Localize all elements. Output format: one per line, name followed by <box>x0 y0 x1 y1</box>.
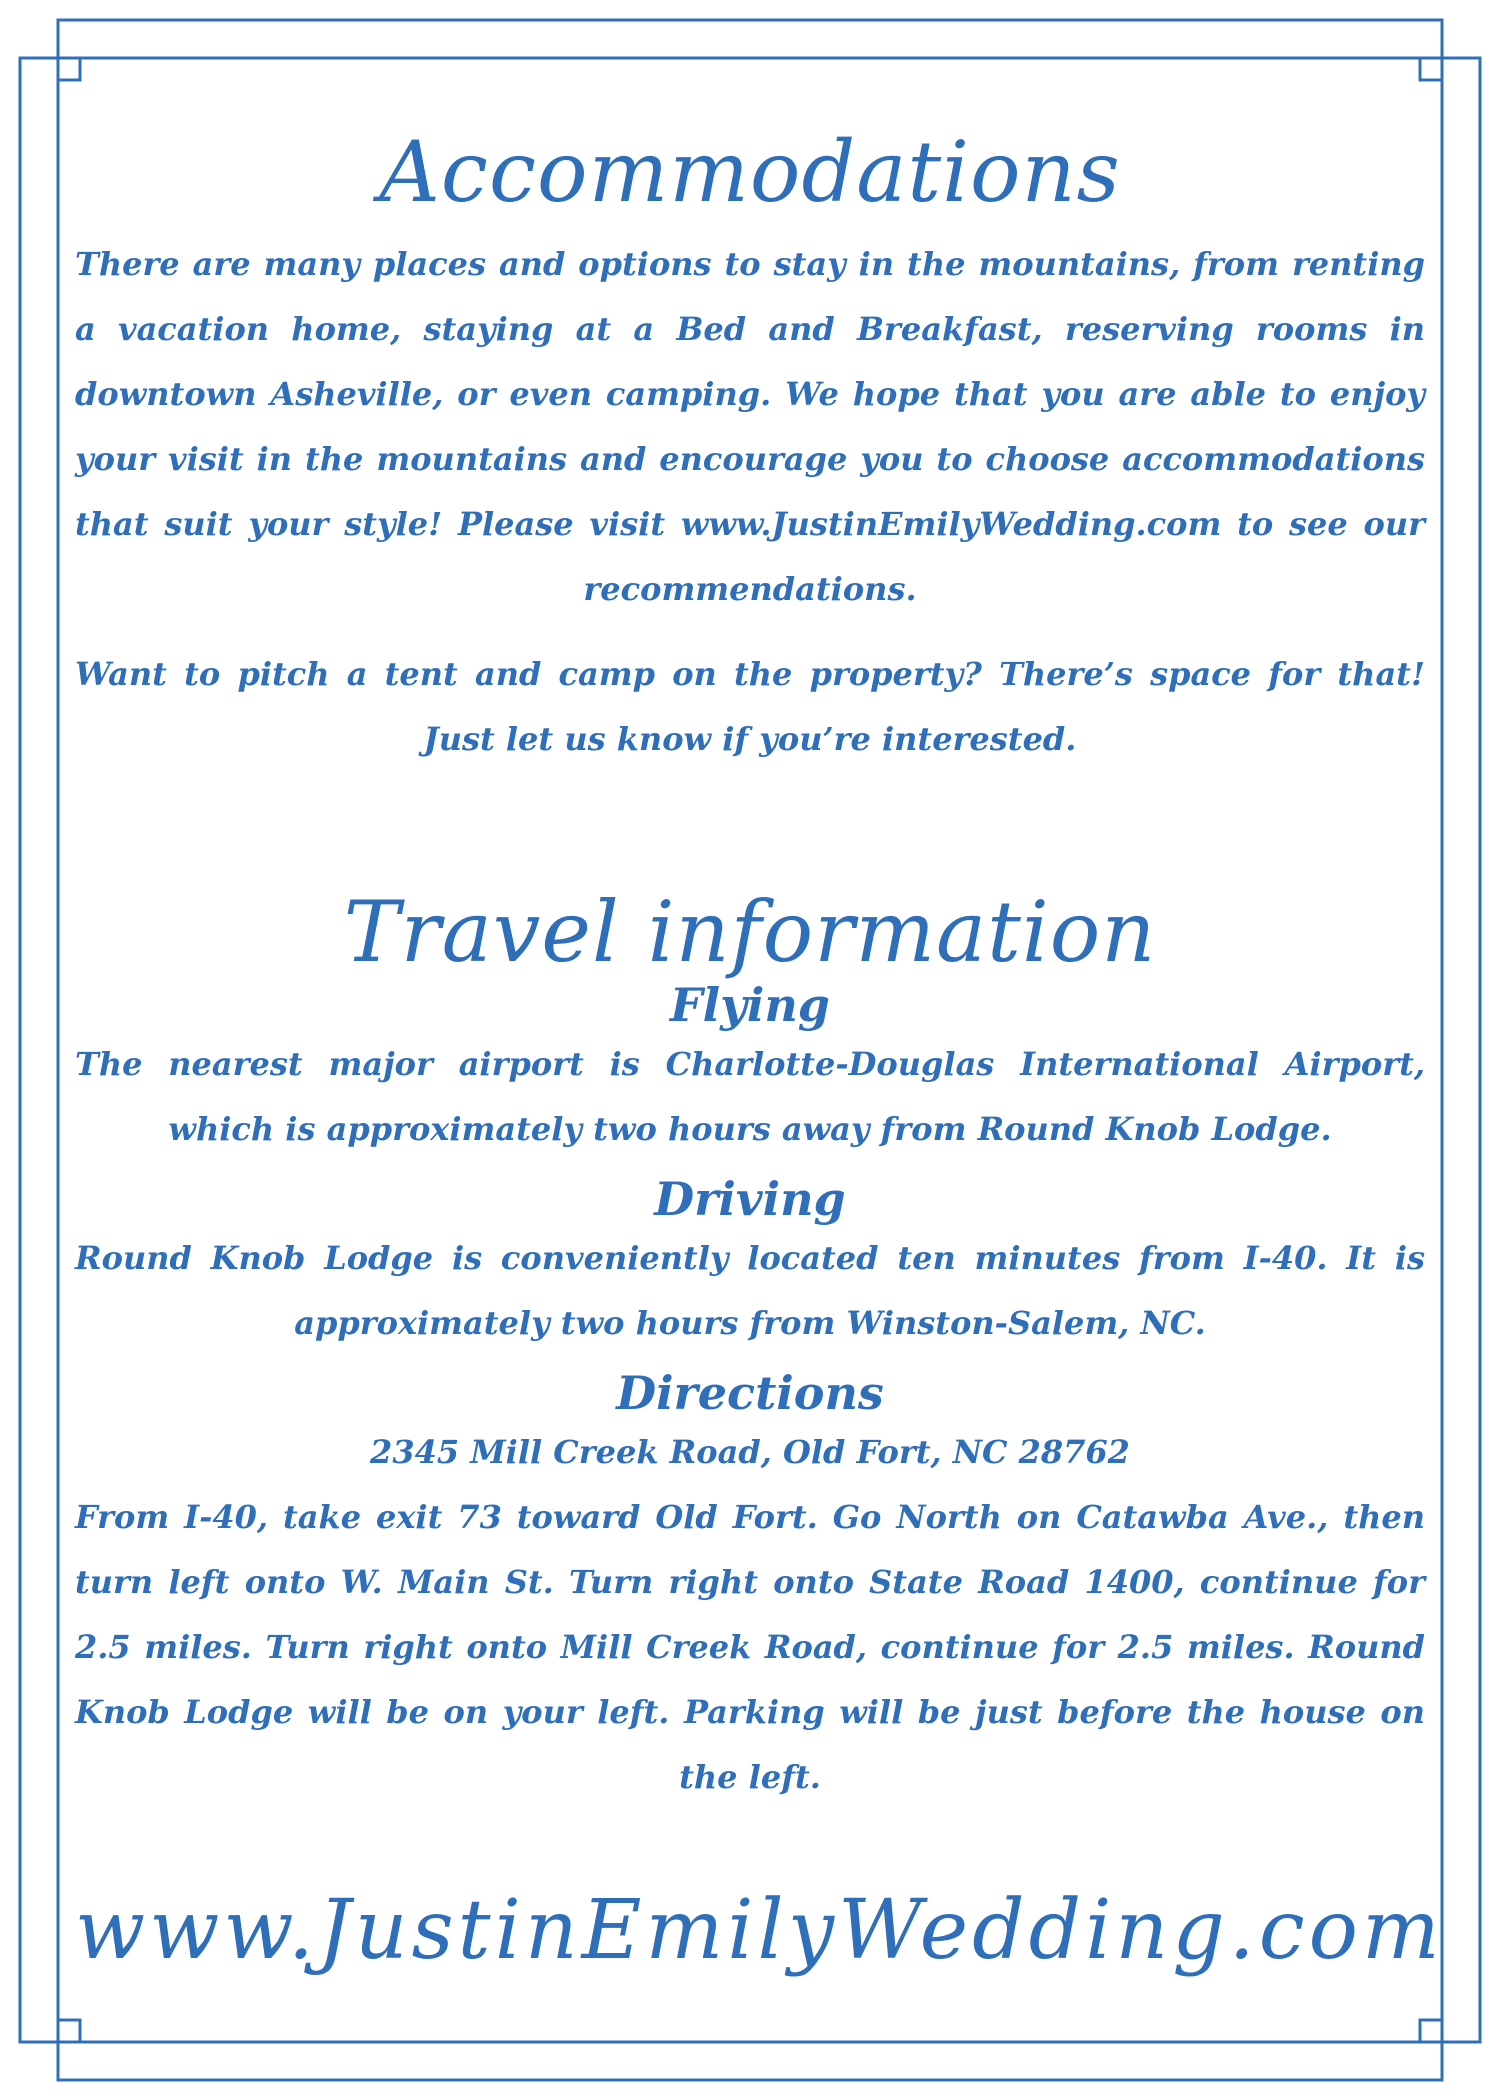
accommodations-section <box>75 123 1425 772</box>
driving-text: Round Knob Lodge is conveniently located ten minutes from I-40. It is approximately two hours from Winston-Salem, NC. <box>75 1239 1425 1342</box>
accommodations-title: Accommodations <box>379 123 1121 221</box>
travel-section <box>75 883 1425 1810</box>
directions-heading: Directions <box>616 1366 884 1420</box>
flying-heading: Flying <box>670 978 830 1032</box>
travel-title: Travel information <box>343 883 1157 981</box>
flying-text: The nearest major airport is Charlotte-Douglas International Airport, which is approximately two hours away from Round Knob Lodge. <box>75 1045 1425 1148</box>
directions-text: From I-40, take exit 73 toward Old Fort. Go North on Catawba Ave., then turn left onto W. Main St. Turn right onto State Road 1400, continue for 2.5 miles. Turn right onto Mill Creek Road, continue for 2.5 miles. Round Knob Lodge will be on your left. Parking will be just before the house on the left. <box>75 1498 1425 1796</box>
main-content <box>75 123 1425 1810</box>
driving-heading: Driving <box>654 1172 846 1226</box>
camping-paragraph: Want to pitch a tent and camp on the property? There’s space for that! Just let us know if you’re interested. <box>75 655 1425 758</box>
directions-address: 2345 Mill Creek Road, Old Fort, NC 28762 <box>370 1433 1130 1471</box>
website-footer: www.JustinEmilyWedding.com <box>75 1883 1444 1978</box>
accommodations-paragraph: There are many places and options to stay in the mountains, from renting a vacation home, staying at a Bed and Breakfast, reserving rooms in downtown Asheville, or even camping. We hope that you are able to enjoy your visit in the mountains and encourage you to choose accommodations that suit your style! Please visit www.JustinEmilyWedding.com to see our recommendations. <box>75 245 1425 608</box>
